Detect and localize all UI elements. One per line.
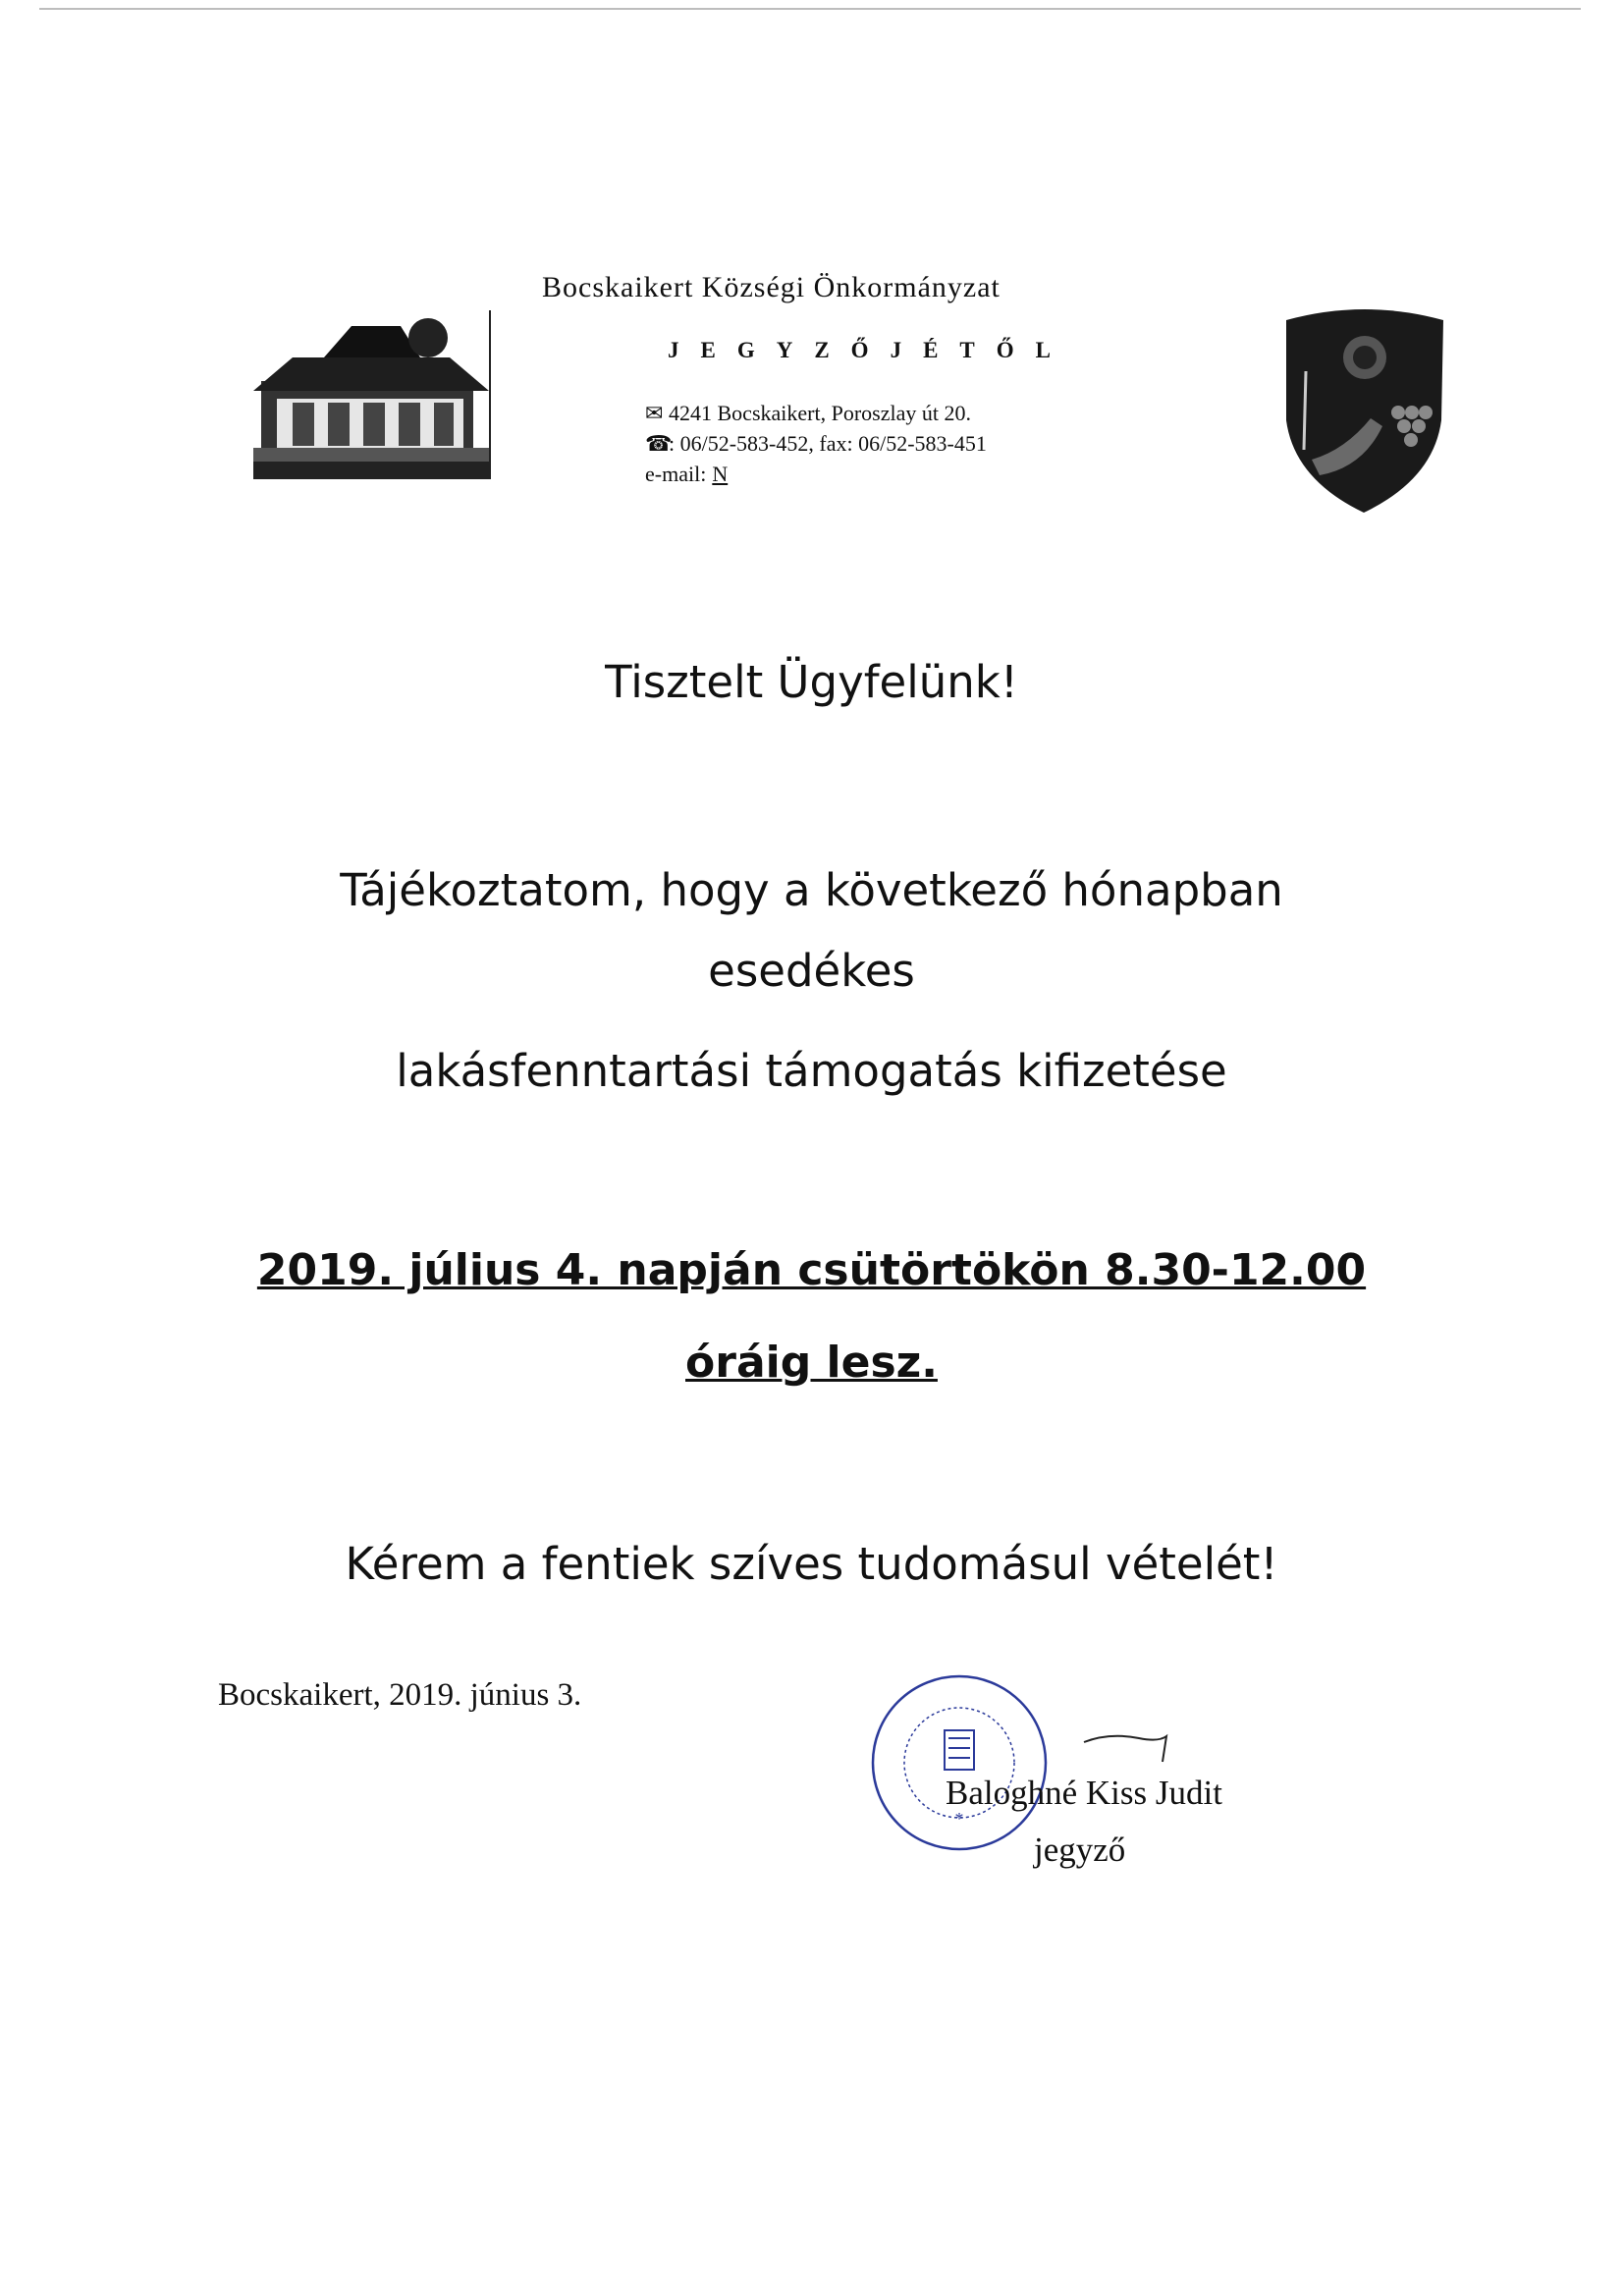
closing-line: Kérem a fentiek szíves tudomásul vételét!: [345, 1538, 1278, 1590]
payment-date-line: 2019. július 4. napján csütörtökön 8.30-12.00: [256, 1245, 1367, 1295]
payment-date-line-2: óráig lesz.: [685, 1338, 938, 1388]
envelope-icon: ✉: [645, 401, 664, 425]
address-line: [645, 398, 987, 428]
address-text: 4241 Bocskaikert, Poroszlay út 20.: [669, 401, 971, 425]
body-line-3: lakásfenntartási támogatás kifizetése: [396, 1045, 1227, 1097]
coat-of-arms-icon: [1276, 302, 1451, 515]
org-name: Bocskaikert Községi Önkormányzat: [542, 271, 1001, 303]
signatory-name: Baloghné Kiss Judit: [946, 1774, 1222, 1812]
body-line-2: esedékes: [708, 945, 915, 997]
body-line-1: Tájékoztatom, hogy a következő hónapban: [340, 864, 1283, 916]
official-stamp: [866, 1669, 1053, 1856]
phone-text: : 06/52-583-452, fax: 06/52-583-451: [669, 431, 987, 456]
phone-line: [645, 428, 987, 459]
phone-icon: ☎: [645, 431, 673, 456]
town-hall-image: [253, 312, 489, 479]
email-value: N: [712, 462, 729, 486]
svg-text:*: *: [954, 1809, 964, 1829]
email-label: e-mail:: [645, 462, 707, 486]
office-title: JEGYZŐJÉTŐL: [668, 338, 1072, 362]
email-line: [645, 459, 987, 489]
place-and-date: Bocskaikert, 2019. június 3.: [218, 1677, 582, 1713]
header-divider: [489, 310, 491, 479]
handwritten-signature: [1080, 1728, 1178, 1768]
contact-block: [645, 398, 987, 489]
greeting: Tisztelt Ügyfelünk!: [605, 656, 1018, 708]
signatory-title: jegyző: [1034, 1831, 1126, 1869]
scan-edge: [39, 8, 1581, 10]
